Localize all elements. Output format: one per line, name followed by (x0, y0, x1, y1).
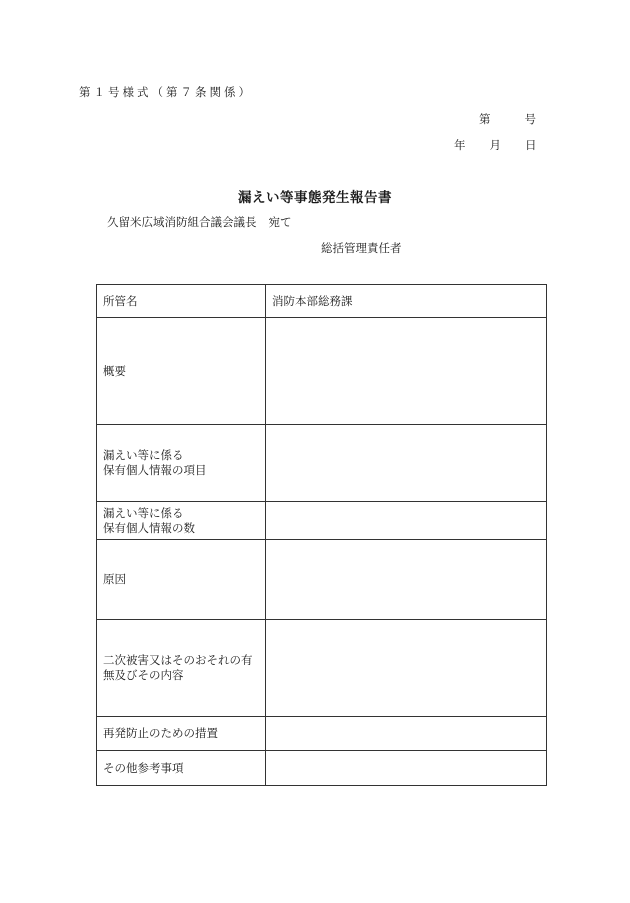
table-row-secondary-damage (97, 620, 547, 717)
row-label-other-notes: その他参考事項 (97, 751, 266, 786)
row-label-cause: 原因 (97, 540, 266, 620)
table-row-info-items (97, 425, 547, 502)
row-label-info-items: 漏えい等に係る 保有個人情報の項目 (97, 425, 266, 502)
row-value-info-items[interactable] (266, 425, 547, 502)
sender: 総括管理責任者 (321, 241, 402, 255)
addressee-honorific: 宛て (268, 215, 292, 229)
document-number (479, 111, 536, 127)
row-value-other-notes[interactable] (266, 751, 547, 786)
table-row-cause (97, 540, 547, 620)
document-date (454, 137, 537, 153)
addressee (107, 214, 292, 230)
table-row-summary (97, 318, 547, 425)
table-row-prevention (97, 717, 547, 751)
table-row-department (97, 285, 547, 318)
row-value-info-count[interactable] (266, 502, 547, 540)
row-label-secondary-damage: 二次被害又はそのおそれの有 無及びその内容 (97, 620, 266, 717)
row-label-department: 所管名 (97, 285, 266, 318)
table-row-info-count (97, 502, 547, 540)
report-table (96, 284, 547, 786)
document-number-go-label: 号 (524, 112, 536, 126)
row-value-department[interactable]: 消防本部総務課 (266, 285, 547, 318)
date-day-label: 日 (525, 138, 537, 152)
date-year-label: 年 (454, 138, 466, 152)
document-title: 漏えい等事態発生報告書 (238, 190, 392, 206)
row-value-prevention[interactable] (266, 717, 547, 751)
form-number: 第１号様式（第７条関係） (79, 85, 253, 99)
row-value-secondary-damage[interactable] (266, 620, 547, 717)
row-value-summary[interactable] (266, 318, 547, 425)
row-label-prevention: 再発防止のための措置 (97, 717, 266, 751)
document-number-dai-label: 第 (479, 112, 491, 126)
date-month-label: 月 (489, 138, 501, 152)
row-value-cause[interactable] (266, 540, 547, 620)
row-label-info-count: 漏えい等に係る 保有個人情報の数 (97, 502, 266, 540)
table-row-other-notes (97, 751, 547, 786)
addressee-name: 久留米広域消防組合議会議長 (107, 215, 257, 229)
row-label-summary: 概要 (97, 318, 266, 425)
